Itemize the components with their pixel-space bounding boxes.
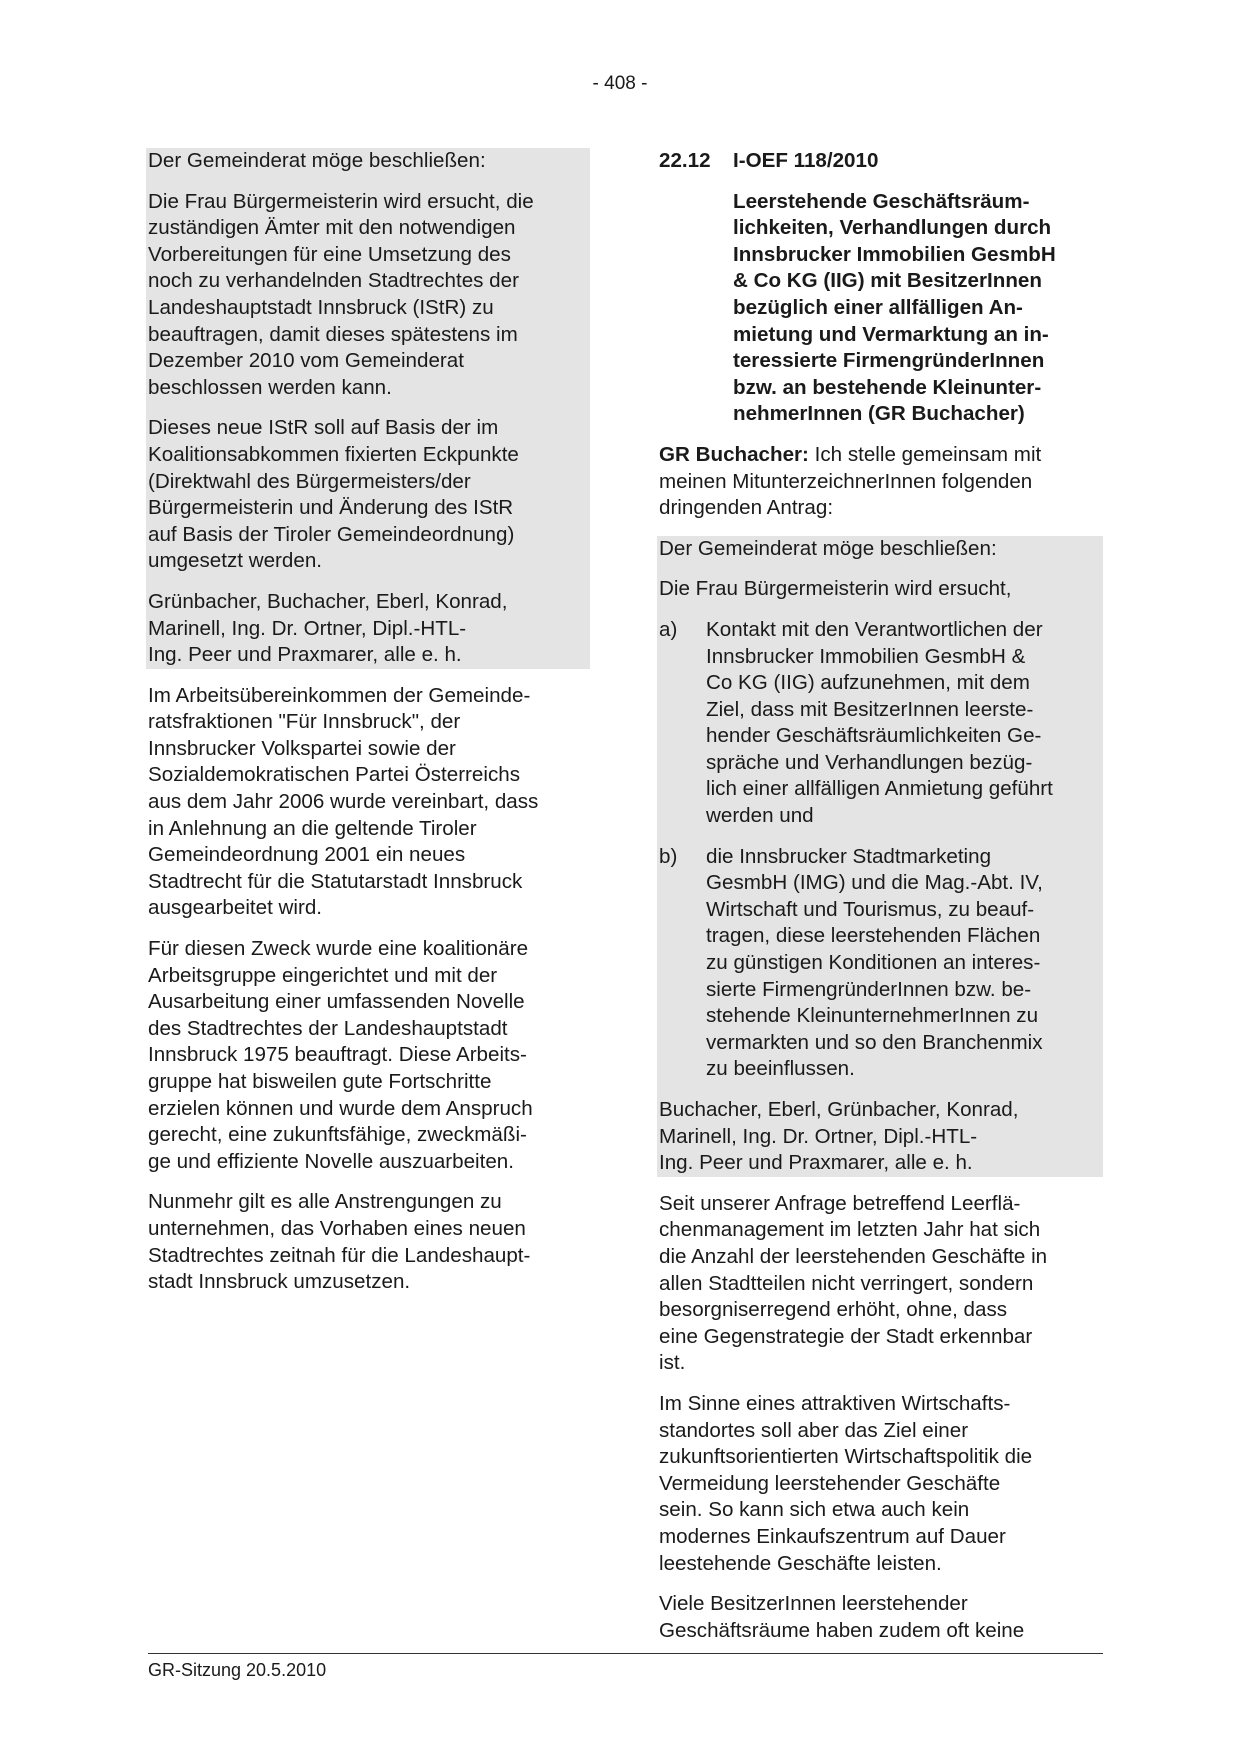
text-line: allen Stadtteilen nicht verringert, sondern [659,1271,1034,1295]
motion-intro: Der Gemeinderat möge beschließen: [659,536,997,560]
text-line: (Direktwahl des Bürgermeisters/der [148,469,471,493]
agenda-code: I-OEF 118/2010 [733,149,879,172]
text-line: Innsbruck 1975 beauftragt. Diese Arbeits- [148,1043,527,1067]
text-line: Sozialdemokratischen Partei Österreichs [148,763,520,787]
text-line: Innsbrucker Volkspartei sowie der [148,736,456,760]
text-line: Stadtrecht für die Statutarstadt Innsbruck [148,869,523,893]
text-line: Ziel, dass mit BesitzerInnen leerste- [706,697,1034,721]
text-line: aus dem Jahr 2006 wurde vereinbart, dass [148,790,539,814]
text-line: chenmanagement im letzten Jahr hat sich [659,1218,1041,1242]
body-paragraph-6 [659,1591,1103,1644]
text-line: modernes Einkaufszentrum auf Dauer [659,1524,1006,1548]
text-line: ratsfraktionen "Für Innsbruck", der [148,710,461,734]
item-text [706,617,1103,830]
right-column [659,148,1103,1644]
footer-divider [148,1653,1103,1654]
text-line: noch zu verhandelnden Stadtrechtes der [148,269,519,293]
text-line: bzw. an bestehende Kleinunter- [733,375,1042,399]
motion-signatories [659,1097,1103,1177]
text-line: Wirtschaft und Tourismus, zu beauf- [706,897,1035,921]
text-line: lich einer allfälligen Anmietung geführt [706,777,1053,801]
text-line: Stadtrechtes zeitnah für die Landeshaupt- [148,1243,531,1267]
motion-item-b [659,844,1103,1083]
text-line: auf Basis der Tiroler Gemeindeordnung) [148,522,515,546]
motion-lead: Die Frau Bürgermeisterin wird ersucht, [659,577,1012,601]
text-line: spräche und Verhandlungen bezüg- [706,750,1033,774]
text-line: beauftragen, damit dieses spätestens im [148,322,518,346]
body-paragraph-4 [659,1191,1103,1377]
resolution-intro: Der Gemeinderat möge beschließen: [148,149,486,172]
text-line: hender Geschäftsräumlichkeiten Ge- [706,724,1042,748]
text-line: erzielen können und wurde dem Anspruch [148,1096,533,1120]
agenda-heading [659,148,1103,175]
text-line: stehende KleinunternehmerInnen zu [706,1004,1039,1028]
text-line: Viele BesitzerInnen leerstehender [659,1592,968,1616]
resolution-paragraph-1 [148,189,590,402]
text-line: die Innsbrucker Stadtmarketing [706,844,992,868]
text-line: sierte FirmengründerInnen bzw. be- [706,977,1032,1001]
text-line: Dezember 2010 vom Gemeinderat [148,349,464,373]
item-marker: a) [659,617,678,641]
text-line: standortes soll aber das Ziel einer [659,1418,969,1442]
text-line: Innsbrucker Immobilien GesmbH & [706,644,1026,668]
text-line: Vermeidung leerstehender Geschäfte [659,1471,1001,1495]
text-line: Landeshauptstadt Innsbruck (IStR) zu [148,295,494,319]
text-line: teressierte FirmengründerInnen [733,349,1045,373]
footer-session-date: GR-Sitzung 20.5.2010 [148,1660,327,1680]
body-paragraph-2 [148,936,590,1175]
text-line: & Co KG (IIG) mit BesitzerInnen [733,269,1042,293]
text-line: Ing. Peer und Praxmarer, alle e. h. [659,1151,973,1175]
text-line: Seit unserer Anfrage betreffend Leerflä- [659,1191,1021,1215]
text-line: stadt Innsbruck umzusetzen. [148,1270,411,1294]
text-line: ist. [659,1351,686,1375]
text-line: dringenden Antrag: [659,496,834,520]
text-line: des Stadtrechtes der Landeshauptstadt [148,1016,508,1040]
text-line: Leerstehende Geschäftsräum- [733,189,1030,213]
text-line: zuständigen Ämter mit den notwendigen [148,216,516,240]
text-line: besorgniserregend erhöht, ohne, dass [659,1298,1008,1322]
motion-box [657,536,1103,1177]
text-line: werden und [706,804,814,828]
text-line: Im Arbeitsübereinkommen der Gemeinde- [148,683,531,707]
text-line: zu günstigen Konditionen an interes- [706,951,1041,975]
text-line: Grünbacher, Buchacher, Eberl, Konrad, [148,589,508,613]
item-marker: b) [659,844,678,868]
text-line: vermarkten und so den Branchenmix [706,1030,1043,1054]
agenda-number: 22.12 [659,149,711,172]
text-line: ausgearbeitet wird. [148,896,323,920]
text-line: Nunmehr gilt es alle Anstrengungen zu [148,1190,502,1214]
speaker-label: GR Buchacher: [659,442,809,466]
text-line: Geschäftsräume haben zudem oft keine [659,1618,1025,1642]
resolution-paragraph-2 [148,415,590,575]
text-line: Die Frau Bürgermeisterin wird ersucht, die [148,189,534,213]
text-line: die Anzahl der leerstehenden Geschäfte in [659,1244,1048,1268]
text-line: Kontakt mit den Verantwortlichen der [706,617,1043,641]
text-line: zukunftsorientierten Wirtschaftspolitik die [659,1445,1033,1469]
text-line: sein. So kann sich etwa auch kein [659,1498,970,1522]
text-line: Innsbrucker Immobilien GesmbH [733,242,1056,266]
text-line: eine Gegenstrategie der Stadt erkennbar [659,1324,1033,1348]
text-line: Vorbereitungen für eine Umsetzung des [148,242,511,266]
text-line: ge und effiziente Novelle auszuarbeiten. [148,1149,514,1173]
text-line: Bürgermeisterin und Änderung des IStR [148,496,514,520]
text-line: umgesetzt werden. [148,549,322,573]
motion-item-a [659,617,1103,830]
text-line: gerecht, eine zukunftsfähige, zweckmäßi- [148,1123,527,1147]
resolution-box-left [146,148,590,669]
left-column [148,148,590,1296]
text-line: Gemeindeordnung 2001 ein neues [148,843,466,867]
text-line: Co KG (IIG) aufzunehmen, mit dem [706,671,1030,695]
text-line: Ausarbeitung einer umfassenden Novelle [148,990,525,1014]
text-line: bezüglich einer allfälligen An- [733,295,1023,319]
text-line: GesmbH (IMG) und die Mag.-Abt. IV, [706,871,1043,895]
text-line: beschlossen werden kann. [148,375,392,399]
text-line: Marinell, Ing. Dr. Ortner, Dipl.-HTL- [659,1124,978,1148]
speech-first-line: Ich stelle gemeinsam mit [808,442,1042,466]
speech-rest [659,470,1032,520]
text-line: Ing. Peer und Praxmarer, alle e. h. [148,643,462,667]
text-line: unternehmen, das Vorhaben eines neuen [148,1216,526,1240]
resolution-signatories [148,589,590,669]
body-paragraph-1 [148,683,590,922]
body-paragraph-5 [659,1391,1103,1577]
agenda-title [733,189,1103,428]
text-line: nehmerInnen (GR Buchacher) [733,402,1025,426]
text-line: gruppe hat bisweilen gute Fortschritte [148,1070,492,1093]
text-line: Dieses neue IStR soll auf Basis der im [148,416,499,440]
page-number: - 408 - [592,73,648,94]
text-line: mietung und Vermarktung an in- [733,322,1049,346]
text-line: in Anlehnung an die geltende Tiroler [148,816,477,840]
text-line: Im Sinne eines attraktiven Wirtschafts- [659,1391,1011,1415]
text-line: Arbeitsgruppe eingerichtet und mit der [148,963,498,987]
text-line: Buchacher, Eberl, Grünbacher, Konrad, [659,1098,1019,1121]
text-line: zu beeinflussen. [706,1057,855,1081]
text-line: tragen, diese leerstehenden Flächen [706,924,1041,948]
item-text [706,844,1103,1083]
text-line: Für diesen Zweck wurde eine koalitionäre [148,937,529,961]
text-line: Koalitionsabkommen fixierten Eckpunkte [148,442,519,466]
text-line: meinen MitunterzeichnerInnen folgenden [659,469,1033,493]
text-line: leestehende Geschäfte leisten. [659,1551,942,1575]
text-line: Marinell, Ing. Dr. Ortner, Dipl.-HTL- [148,616,467,640]
speech-paragraph [659,442,1103,522]
body-paragraph-3 [148,1189,590,1295]
text-line: lichkeiten, Verhandlungen durch [733,216,1052,240]
